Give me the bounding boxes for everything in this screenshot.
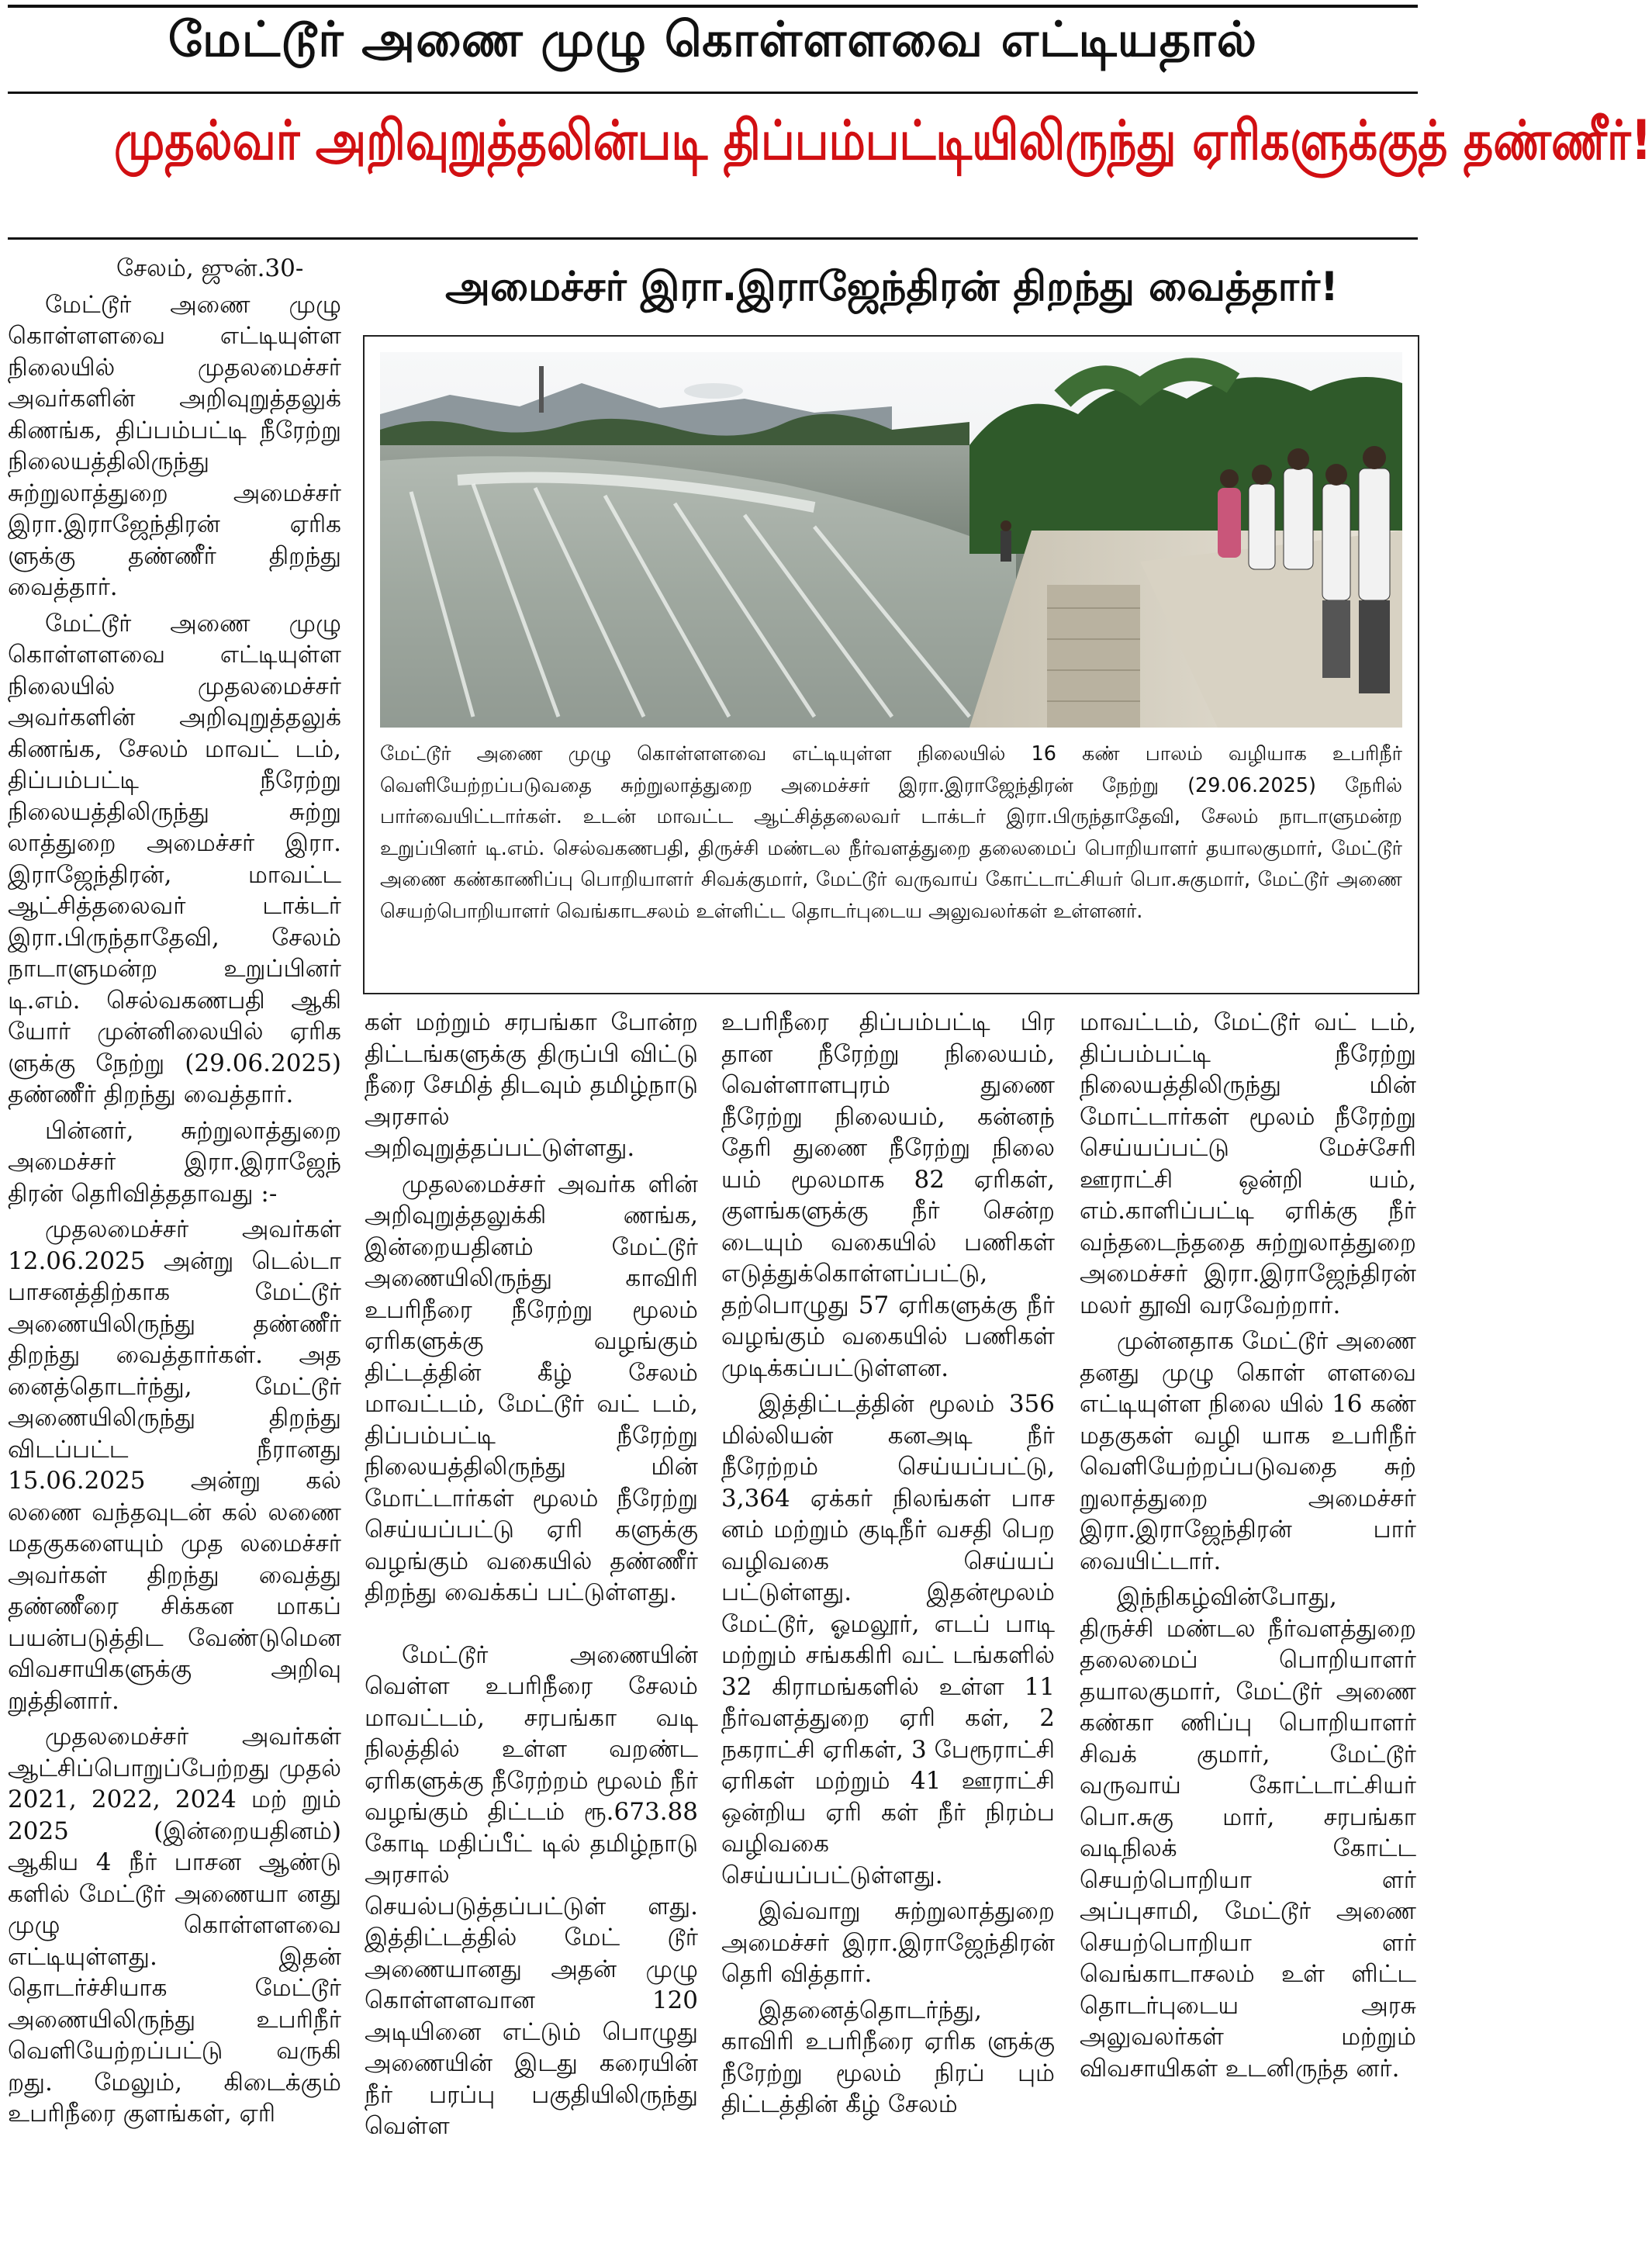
- headline-rule: [8, 237, 1418, 240]
- paragraph: உபரிநீரை திப்பம்பட்டி பிர தான நீரேற்று நிலையம், வெள்ளாளபுரம் துணை நீரேற்று நிலையம், கன்னந் தேரி துணை நீரேற்று நிலை யம் மூலமாக 82 ஏரிகள், குளங்களுக்கு நீர் சென்ற டையும் வகையில் பணிகள் எடுத்துக்கொள்ளப்பட்டு, தற்பொழுது 57 ஏரிகளுக்கு நீர் வழங்கும் வகையில் பணிகள் முடிக்கப்பட்டுள்ளன.: [721, 1008, 1055, 1382]
- main-headline: முதல்வர் அறிவுறுத்தலின்படி திப்பம்பட்டியிலிருந்து ஏரிகளுக்குத் தண்ணீர்!: [114, 109, 1652, 172]
- paragraph: இந்நிகழ்வின்போது, திருச்சி மண்டல நீர்வளத்துறை தலைமைப் பொறியாளர் தயாலகுமார், மேட்டூர் அணை கண்கா ணிப்பு பொறியாளர் சிவக் குமார், மேட்டூர் வருவாய் கோட்டாட்சியர் பொ.சுகு மார், சரபங்கா வடிநிலக் கோட்ட செயற்பொறியா ளர் அப்புசாமி, மேட்டூர் அணை செயற்பொறியா ளர் வெங்காடாசலம் உள் ளிட்ட தொடர்புடைய அரசு அலுவலர்கள் மற்றும் விவசாயிகள் உடனிருந்த னர்.: [1080, 1583, 1416, 2083]
- paragraph: மேட்டூர் அணையின் வெள்ள உபரிநீரை சேலம் மாவட்டம், சரபங்கா வடி நிலத்தில் உள்ள வறண்ட ஏரிகளுக்கு நீரேற்றம் மூலம் நீர் வழங்கும் திட்டம் ரூ.673.88 கோடி மதிப்பீட் டில் தமிழ்நாடு அரசால் செயல்படுத்தப்பட்டுள் ளது. இத்திட்டத்தில் மேட் டூர் அணையானது அதன் முழு கொள்ளளவான 120 அடியினை எட்டும் பொழுது அணையின் இடது கரையின் நீர் பரப்பு பகுதியிலிருந்து வெள்ள: [365, 1640, 698, 2140]
- paragraph: கள் மற்றும் சரபங்கா போன்ற திட்டங்களுக்கு திருப்பி விட்டு நீரை சேமித் திடவும் தமிழ்நாடு அரசால் அறிவுறுத்தப்பட்டுள்ளது.: [365, 1008, 698, 1162]
- dam-spillway-image: [380, 352, 1402, 728]
- paragraph: பின்னர், சுற்றுலாத்துறை அமைச்சர் இரா.இராஜேந் திரன் தெரிவித்ததாவது :-: [8, 1116, 341, 1208]
- dam-photo: [380, 352, 1402, 728]
- paragraph: முதலமைச்சர் அவர்கள் 12.06.2025 அன்று டெல்டா பாசனத்திற்காக மேட்டூர் அணையிலிருந்து தண்ணீர் திறந்து வைத்தார்கள். அத னைத்தொடர்ந்து, மேட்டூர் அணையிலிருந்து திறந்து விடப்பட்ட நீரானது 15.06.2025 அன்று கல் லணை வந்தவுடன் கல் லணை மதகுகளையும் முத லமைச்சர் அவர்கள் திறந்து வைத்து தண்ணீரை சிக்கன மாகப் பயன்படுத்திட வேண்டுமென விவசாயிகளுக்கு அறிவு றுத்தினார்.: [8, 1215, 341, 1715]
- article-column-2: [365, 1007, 698, 2250]
- dateline: சேலம், ஜுன்.30-: [116, 254, 304, 282]
- kicker-heading: மேட்டூர் அணை முழு கொள்ளளவை எட்டியதால்: [168, 11, 1258, 67]
- paragraph: முதலமைச்சர் அவர்கள் ஆட்சிப்பொறுப்பேற்றது முதல் 2021, 2022, 2024 மற் றும் 2025 (இன்றையதினம்) ஆகிய 4 நீர் பாசன ஆண்டு களில் மேட்டூர் அணையா னது முழு கொள்ளளவை எட்டியுள்ளது. இதன் தொடர்ச்சியாக மேட்டூர் அணையிலிருந்து உபரிநீர் வெளியேற்றப்பட்டு வருகி றது. மேலும், கிடைக்கும் உபரிநீரை குளங்கள், ஏரி: [8, 1723, 341, 2128]
- photo-box: [363, 335, 1419, 994]
- kicker-rule: [8, 92, 1418, 94]
- photo-caption: மேட்டூர் அணை முழு கொள்ளளவை எட்டியுள்ள நிலையில் 16 கண் பாலம் வழியாக உபரிநீர் வெளியேற்றப்படுவதை சுற்றுலாத்துறை அமைச்சர் இரா.இராஜேந்திரன் நேற்று (29.06.2025) நேரில் பார்வையிட்டார்கள். உடன் மாவட்ட ஆட்சித்தலைவர் டாக்டர் இரா.பிருந்தாதேவி, சேலம் நாடாளுமன்ற உறுப்பினர் டி.எம். செல்வகணபதி, திருச்சி மண்டல நீர்வளத்துறை தலைமைப் பொறியாளர் தயாலகுமார், மேட்டூர் அணை கண்காணிப்பு பொறியாளர் சிவக்குமார், மேட்டூர் வருவாய் கோட்டாட்சியர் பொ.சுகுமார், மேட்டூர் அணை செயற்பொறியாளர் வெங்காடசலம் உள்ளிட்ட தொடர்புடைய அலுவலர்கள் உள்ளனர்.: [380, 742, 1402, 923]
- paragraph: முன்னதாக மேட்டூர் அணை தனது முழு கொள் ளளவை எட்டியுள்ள நிலை யில் 16 கண் மதகுகள் வழி யாக உபரிநீர் வெளியேற்றப்படுவதை சுற் றுலாத்துறை அமைச்சர் இரா.இராஜேந்திரன் பார் வையிட்டார்.: [1080, 1327, 1416, 1575]
- top-rule: [8, 5, 1418, 8]
- paragraph: முதலமைச்சர் அவர்க ளின் அறிவுறுத்தலுக்கி ணங்க, இன்றையதினம் மேட்டூர் அணையிலிருந்து காவிரி உபரிநீரை நீரேற்று மூலம் ஏரிகளுக்கு வழங்கும் திட்டத்தின் கீழ் சேலம் மாவட்டம், மேட்டூர் வட் டம், திப்பம்பட்டி நீரேற்று நிலையத்திலிருந்து மின் மோட்டார்கள் மூலம் நீரேற்று செய்யப்பட்டு ஏரி களுக்கு வழங்கும் வகையில் தண்ணீர் திறந்து வைக்கப் பட்டுள்ளது.: [365, 1170, 698, 1606]
- article-column-1: [8, 253, 341, 2250]
- paragraph: மாவட்டம், மேட்டூர் வட் டம், திப்பம்பட்டி நீரேற்று நிலையத்திலிருந்து மின் மோட்டார்கள் மூலம் நீரேற்று செய்யப்பட்டு மேச்சேரி ஊராட்சி ஒன்றி யம், எம்.காளிப்பட்டி ஏரிக்கு நீர் வந்தடைந்ததை சுற்றுலாத்துறை அமைச்சர் இரா.இராஜேந்திரன் மலர் தூவி வரவேற்றார்.: [1080, 1008, 1416, 1319]
- article-column-3: [721, 1007, 1055, 2250]
- sub-headline: அமைச்சர் இரா.இராஜேந்திரன் திறந்து வைத்தார்!: [445, 264, 1339, 310]
- paragraph: இத்திட்டத்தின் மூலம் 356 மில்லியன் கனஅடி நீர் நீரேற்றம் செய்யப்பட்டு, 3,364 ஏக்கர் நிலங்கள் பாச னம் மற்றும் குடிநீர் வசதி பெற வழிவகை செய்யப் பட்டுள்ளது. இதன்மூலம் மேட்டூர், ஓமலூர், எடப் பாடி மற்றும் சங்ககிரி வட் டங்களில் 32 கிராமங்களில் உள்ள 11 நீர்வளத்துறை ஏரி கள், 2 நகராட்சி ஏரிகள், 3 பேரூராட்சி ஏரிகள் மற்றும் 41 ஊராட்சி ஒன்றிய ஏரி கள் நீர் நிரம்ப வழிவகை செய்யப்பட்டுள்ளது.: [721, 1390, 1055, 1889]
- paragraph: மேட்டூர் அணை முழு கொள்ளளவை எட்டியுள்ள நிலையில் முதலமைச்சர் அவர்களின் அறிவுறுத்தலுக் கிணங்க, திப்பம்பட்டி நீரேற்று நிலையத்திலிருந்து சுற்றுலாத்துறை அமைச்சர் இரா.இராஜேந்திரன் ஏரிக ளுக்கு தண்ணீர் திறந்து வைத்தார்.: [8, 290, 341, 601]
- paragraph: இவ்வாறு சுற்றுலாத்துறை அமைச்சர் இரா.இராஜேந்திரன் தெரி வித்தார்.: [721, 1897, 1055, 1988]
- article-column-4: [1080, 1007, 1416, 2250]
- paragraph: மேட்டூர் அணை முழு கொள்ளளவை எட்டியுள்ள நிலையில் முதலமைச்சர் அவர்களின் அறிவுறுத்தலுக் கிணங்க, சேலம் மாவட் டம், திப்பம்பட்டி நீரேற்று நிலையத்திலிருந்து சுற்று லாத்துறை அமைச்சர் இரா. இராஜேந்திரன், மாவட்ட ஆட்சித்தலைவர் டாக்டர் இரா.பிருந்தாதேவி, சேலம் நாடாளுமன்ற உறுப்பினர் டி.எம். செல்வகணபதி ஆகி யோர் முன்னிலையில் ஏரிக ளுக்கு நேற்று (29.06.2025) தண்ணீர் திறந்து வைத்தார்.: [8, 609, 341, 1108]
- paragraph: இதனைத்தொடர்ந்து, காவிரி உபரிநீரை ஏரிக ளுக்கு நீரேற்று மூலம் நிரப் பும் திட்டத்தின் கீழ் சேலம்: [721, 1996, 1055, 2118]
